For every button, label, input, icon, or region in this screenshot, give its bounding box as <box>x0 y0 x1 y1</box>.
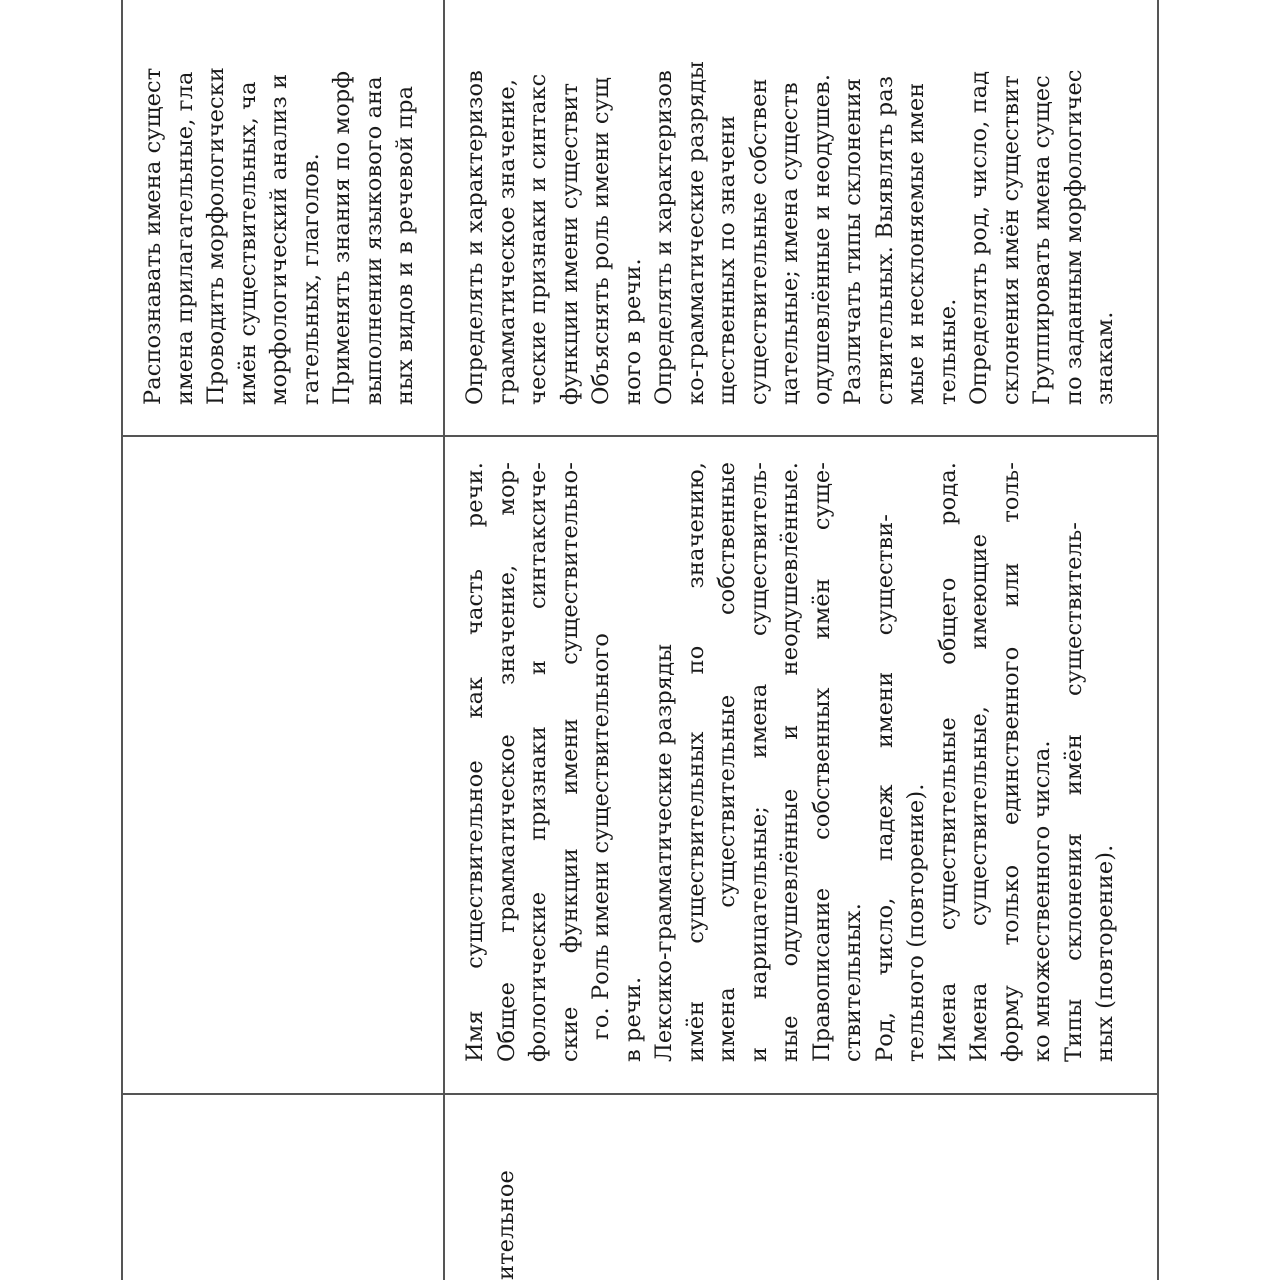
table-row-divider <box>443 0 445 1280</box>
theory-line: Имена существительные общего рода. <box>934 462 961 1062</box>
theory-line: Общее грамматическое значение, мор- <box>493 462 520 1062</box>
theory-line: ные одушевлённые и неодушевлённые. <box>777 462 803 1062</box>
activity-line: ствительных. Выявлять раз <box>871 75 898 405</box>
activity-line: имена прилагательные, гла <box>171 71 198 405</box>
theory-line: Правописание собственных имён суще- <box>808 462 835 1062</box>
activity-line: по заданным морфологичес <box>1060 69 1087 405</box>
theory-cell-text <box>460 462 1122 1062</box>
activity-line: ко-грамматические разряды <box>682 61 709 405</box>
theory-line: форму только единственного или толь- <box>997 462 1024 1062</box>
activity-line: тельные. <box>934 298 961 405</box>
activity-line: мые и несклоняемые имен <box>903 82 929 405</box>
activity-line: выполнении языкового ана <box>360 76 387 405</box>
activity-line: склонения имён существит <box>997 75 1024 405</box>
topic-fragment: ительное <box>493 1170 519 1280</box>
table-column-divider-1 <box>121 435 1159 437</box>
activity-line: Проводить морфологически <box>203 67 229 405</box>
activity-line: гательных, глаголов. <box>297 153 324 405</box>
activity-line: морфологический анализ и <box>266 73 292 405</box>
activity-line: функции имени существит <box>556 82 583 405</box>
activity-line: Объяснять роль имени сущ <box>588 77 614 405</box>
theory-line: Типы склонения имён существитель- <box>1060 522 1087 1062</box>
theory-line: ствительных. <box>840 903 866 1062</box>
theory-line: имена существительные собственные <box>714 462 740 1062</box>
activity-line: щественных по значени <box>714 115 740 405</box>
theory-line: Лексико-грамматические разряды <box>651 643 677 1062</box>
table-border-left <box>121 0 123 1280</box>
activity-line: Определять и характеризов <box>462 70 488 405</box>
activity-line: Группировать имена сущес <box>1029 75 1055 405</box>
activities-cell-top-text <box>138 0 422 405</box>
table-column-divider-2 <box>121 1093 1159 1095</box>
theory-line: Имя существительное как часть речи. <box>462 462 488 1062</box>
activity-line: одушевлённые и неодушев. <box>808 73 835 405</box>
activity-line: грамматическое значение, <box>493 78 520 405</box>
activity-line: Определять род, число, пад <box>966 70 992 405</box>
theory-line: тельного (повторение). <box>903 783 929 1062</box>
theory-line: и нарицательные; имена существитель- <box>745 462 772 1062</box>
activity-line: цательные; имена существ <box>777 82 803 405</box>
activity-line: имён существительных, ча <box>234 81 261 405</box>
activity-line: Распознавать имена сущест <box>140 67 166 405</box>
theory-line: фологические признаки и синтаксиче- <box>525 462 551 1062</box>
activity-line: ческие признаки и синтакс <box>525 73 551 405</box>
theory-line: имён существительных по значению, <box>682 462 709 1062</box>
activities-cell-bottom-text <box>460 0 1122 405</box>
activity-line: знакам. <box>1092 311 1118 405</box>
theory-line: ские функции имени существительно- <box>556 462 583 1062</box>
theory-line: в речи. <box>619 976 646 1062</box>
table-border-right <box>1157 0 1159 1280</box>
theory-line: ных (повторение). <box>1092 844 1118 1062</box>
theory-line: ко множественного числа. <box>1029 740 1055 1062</box>
theory-line: Имена существительные, имеющие <box>966 534 992 1062</box>
activity-line: ного в речи. <box>619 258 646 405</box>
activity-line: Применять знания по морф <box>329 70 355 405</box>
theory-line: го. Роль имени существительного <box>588 632 614 1040</box>
activity-line: Различать типы склонения <box>840 77 866 405</box>
activity-line: Определять и характеризов <box>651 70 677 405</box>
activity-line: ных видов и в речевой пра <box>392 85 418 405</box>
theory-line: Род, число, падеж имени существи- <box>871 514 898 1062</box>
activity-line: существительные собствен <box>745 78 772 405</box>
topic-cell-text <box>491 1150 523 1280</box>
